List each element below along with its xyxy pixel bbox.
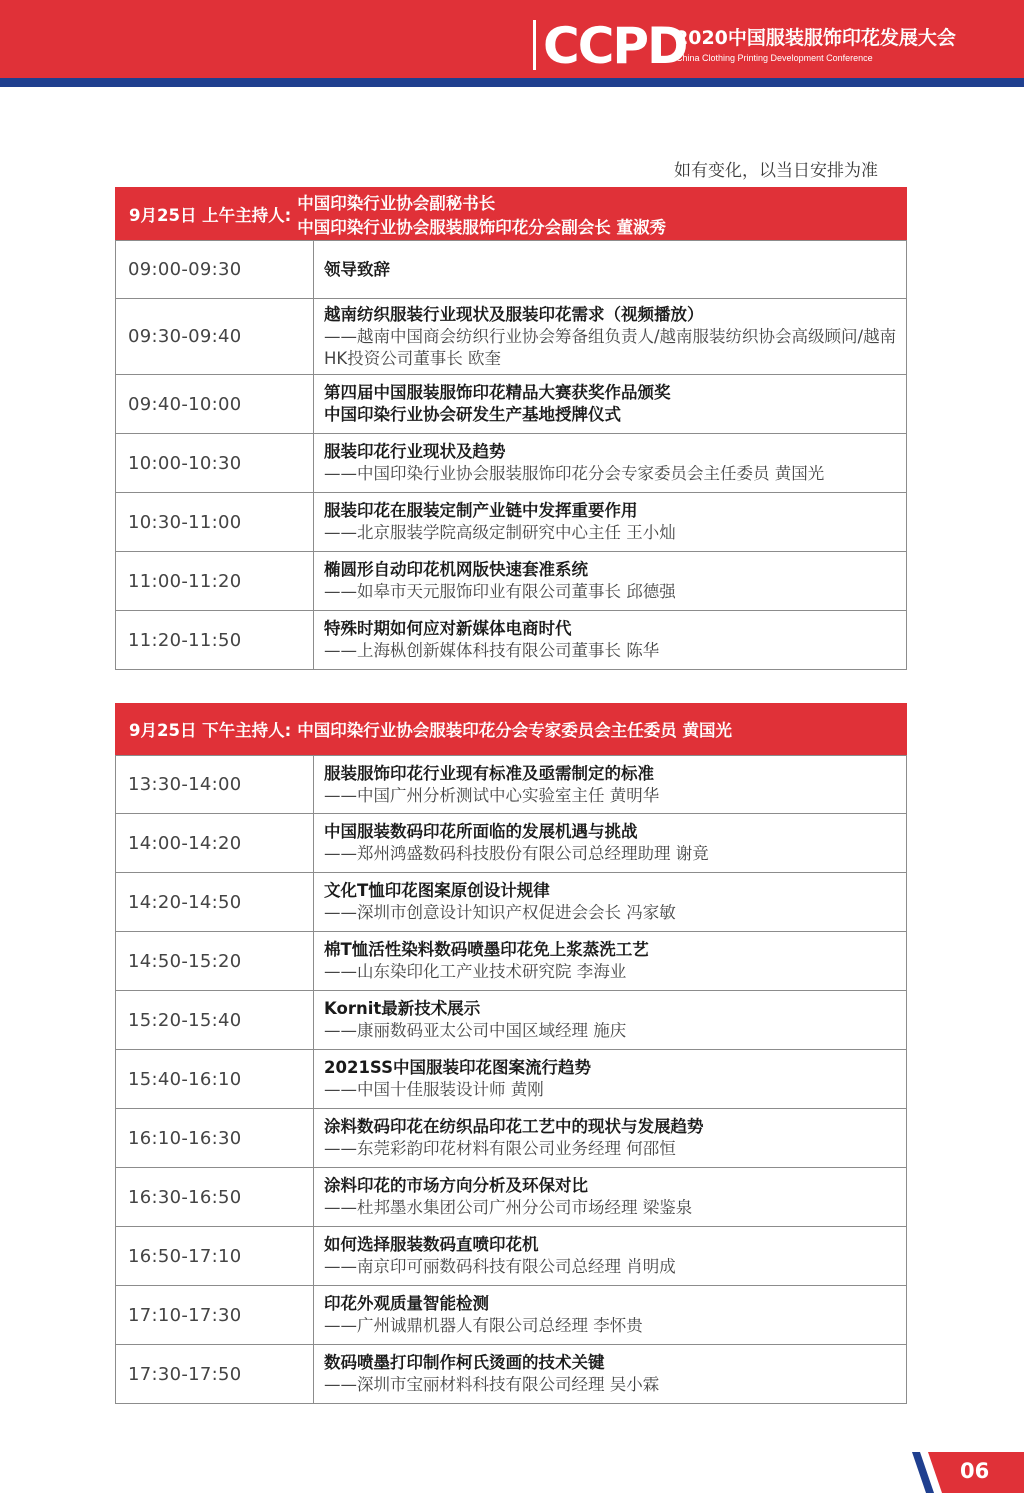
morning-session-header bbox=[115, 187, 907, 240]
session-content bbox=[314, 1286, 906, 1344]
session-time: 13:30-14:00 bbox=[116, 756, 314, 813]
session-topic: 2021SS中国服装印花图案流行趋势 bbox=[324, 1058, 591, 1077]
session-time: 10:30-11:00 bbox=[116, 493, 314, 551]
session-topic: 印花外观质量智能检测 bbox=[324, 1294, 489, 1313]
morning-session-table bbox=[115, 187, 907, 670]
schedule-row bbox=[115, 1050, 907, 1109]
schedule-row bbox=[115, 1168, 907, 1227]
session-topic: 服装服饰印花行业现有标准及亟需制定的标准 bbox=[324, 763, 654, 783]
afternoon-session-header bbox=[115, 703, 907, 755]
session-speaker: ——康丽数码亚太公司中国区域经理 施庆 bbox=[324, 1021, 627, 1040]
session-topic: 文化T恤印花图案原创设计规律 bbox=[324, 881, 550, 900]
session-speaker: ——东莞彩韵印花材料有限公司业务经理 何邵恒 bbox=[324, 1139, 676, 1158]
session-speaker: ——郑州鸿盛数码科技股份有限公司总经理助理 谢竟 bbox=[324, 844, 709, 863]
session-topic: 棉T恤活性染料数码喷墨印花免上浆蒸洗工艺 bbox=[324, 940, 649, 959]
conference-title: 2020中国服装服饰印花发展大会 bbox=[675, 27, 956, 49]
session-content bbox=[314, 434, 906, 492]
session-time: 09:00-09:30 bbox=[116, 241, 314, 298]
session-speaker: ——南京印可丽数码科技有限公司总经理 肖明成 bbox=[324, 1257, 676, 1276]
session-speaker: ——中国广州分析测试中心实验室主任 黄明华 bbox=[324, 785, 660, 805]
session-topic: 如何选择服装数码直喷印花机 bbox=[324, 1235, 539, 1254]
session-content bbox=[314, 1109, 906, 1167]
session-content bbox=[314, 991, 906, 1049]
session-time: 14:20-14:50 bbox=[116, 873, 314, 931]
session-speaker: ——杜邦墨水集团公司广州分公司市场经理 梁鉴泉 bbox=[324, 1198, 693, 1217]
afternoon-session-table bbox=[115, 703, 907, 1404]
session-time: 10:00-10:30 bbox=[116, 434, 314, 492]
session-content bbox=[314, 1050, 906, 1108]
session-speaker: ——广州诚鼎机器人有限公司总经理 李怀贵 bbox=[324, 1316, 643, 1335]
session-time: 14:50-15:20 bbox=[116, 932, 314, 990]
session-topic: 越南纺织服装行业现状及服装印花需求（视频播放） bbox=[324, 304, 704, 324]
schedule-row bbox=[115, 611, 907, 670]
schedule-row bbox=[115, 434, 907, 493]
session-speaker: ——越南中国商会纺织行业协会筹备组负责人/越南服装纺织协会高级顾问/越南HK投资公司董事长 欧奎 bbox=[324, 326, 897, 368]
session-topic: 服装印花在服装定制产业链中发挥重要作用 bbox=[324, 501, 638, 520]
morning-host-line-1: 中国印染行业协会副秘书长 bbox=[297, 193, 496, 213]
session-time: 09:40-10:00 bbox=[116, 375, 314, 433]
conference-subtitle: China Clothing Printing Development Conference bbox=[676, 53, 873, 63]
morning-host-prefix: 9月25日 上午主持人: bbox=[129, 205, 292, 225]
afternoon-host-prefix: 9月25日 下午主持人: bbox=[129, 721, 292, 740]
afternoon-host-line-1: 中国印染行业协会服装印花分会专家委员会主任委员 黄国光 bbox=[297, 721, 733, 740]
session-topic: 涂料印花的市场方向分析及环保对比 bbox=[324, 1176, 588, 1195]
schedule-row bbox=[115, 493, 907, 552]
session-time: 17:10-17:30 bbox=[116, 1286, 314, 1344]
schedule-row bbox=[115, 814, 907, 873]
session-content bbox=[314, 1168, 906, 1226]
session-speaker: ——中国印染行业协会服装服饰印花分会专家委员会主任委员 黄国光 bbox=[324, 464, 825, 483]
session-time: 16:10-16:30 bbox=[116, 1109, 314, 1167]
session-content bbox=[314, 552, 906, 610]
session-topic: 椭圆形自动印花机网版快速套准系统 bbox=[324, 560, 588, 579]
schedule-row bbox=[115, 1345, 907, 1404]
session-content bbox=[314, 493, 906, 551]
morning-hosts bbox=[297, 190, 666, 238]
session-topic: 涂料数码印花在纺织品印花工艺中的现状与发展趋势 bbox=[324, 1117, 704, 1136]
schedule-row bbox=[115, 1286, 907, 1345]
session-speaker: ——北京服装学院高级定制研究中心主任 王小灿 bbox=[324, 523, 676, 542]
session-topic: Kornit最新技术展示 bbox=[324, 999, 481, 1018]
schedule-row bbox=[115, 1227, 907, 1286]
session-content bbox=[314, 932, 906, 990]
schedule-row bbox=[115, 552, 907, 611]
header-divider bbox=[533, 20, 536, 70]
session-content bbox=[314, 375, 906, 433]
schedule-row bbox=[115, 240, 907, 299]
session-content bbox=[314, 873, 906, 931]
session-time: 11:00-11:20 bbox=[116, 552, 314, 610]
session-time: 15:40-16:10 bbox=[116, 1050, 314, 1108]
session-speaker: ——上海枞创新媒体科技有限公司董事长 陈华 bbox=[324, 641, 660, 660]
header-stripe bbox=[0, 78, 1024, 87]
ccpd-logo: CCPD bbox=[543, 17, 687, 75]
session-content bbox=[314, 814, 906, 872]
session-time: 16:50-17:10 bbox=[116, 1227, 314, 1285]
morning-host-line-2: 中国印染行业协会服装服饰印花分会副会长 董淑秀 bbox=[297, 217, 667, 237]
session-content bbox=[314, 1345, 906, 1403]
afternoon-rows bbox=[115, 755, 907, 1404]
page-number: 06 bbox=[960, 1459, 990, 1483]
session-topic: 中国服装数码印花所面临的发展机遇与挑战 bbox=[324, 822, 638, 841]
session-topic: 服装印花行业现状及趋势 bbox=[324, 442, 506, 461]
session-time: 16:30-16:50 bbox=[116, 1168, 314, 1226]
session-topic: 第四届中国服装服饰印花精品大赛获奖作品颁奖 bbox=[324, 383, 671, 402]
session-topic: 数码喷墨打印制作柯氏烫画的技术关键 bbox=[324, 1353, 605, 1372]
session-time: 11:20-11:50 bbox=[116, 611, 314, 669]
schedule-row bbox=[115, 991, 907, 1050]
schedule-row bbox=[115, 873, 907, 932]
session-content bbox=[314, 1227, 906, 1285]
session-time: 14:00-14:20 bbox=[116, 814, 314, 872]
session-time: 15:20-15:40 bbox=[116, 991, 314, 1049]
schedule-row bbox=[115, 755, 907, 814]
session-speaker: ——山东染印化工产业技术研究院 李海业 bbox=[324, 962, 627, 981]
session-topic: 领导致辞 bbox=[324, 259, 390, 279]
schedule-row bbox=[115, 932, 907, 991]
session-speaker: ——深圳市宝丽材料科技有限公司经理 吴小霖 bbox=[324, 1375, 660, 1394]
session-content bbox=[314, 241, 906, 298]
session-time: 17:30-17:50 bbox=[116, 1345, 314, 1403]
schedule-row bbox=[115, 299, 907, 375]
session-content bbox=[314, 299, 906, 374]
schedule-note: 如有变化，以当日安排为准 bbox=[674, 161, 878, 181]
morning-rows bbox=[115, 240, 907, 670]
session-topic: 特殊时期如何应对新媒体电商时代 bbox=[324, 619, 572, 638]
session-topic-secondary: 中国印染行业协会研发生产基地授牌仪式 bbox=[324, 405, 621, 424]
schedule-row bbox=[115, 375, 907, 434]
session-content bbox=[314, 756, 906, 813]
session-content bbox=[314, 611, 906, 669]
schedule-row bbox=[115, 1109, 907, 1168]
session-speaker: ——中国十佳服装设计师 黄刚 bbox=[324, 1080, 544, 1099]
session-time: 09:30-09:40 bbox=[116, 299, 314, 374]
session-speaker: ——如皋市天元服饰印业有限公司董事长 邱德强 bbox=[324, 582, 676, 601]
session-speaker: ——深圳市创意设计知识产权促进会会长 冯家敏 bbox=[324, 903, 676, 922]
